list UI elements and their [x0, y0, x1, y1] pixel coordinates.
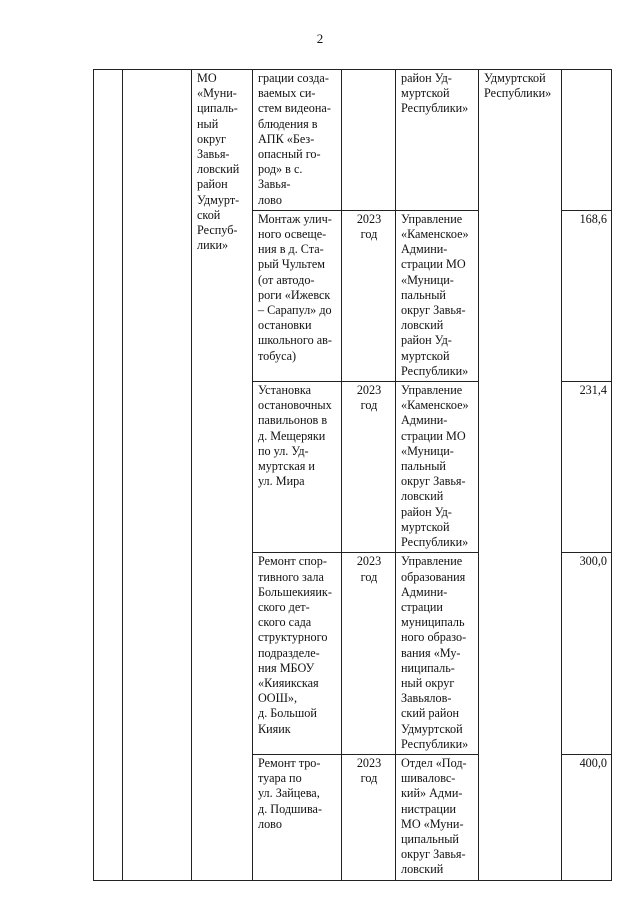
cell-activity: Ремонт тро- туара по ул. Зайцева, д. Подшива- лово — [253, 754, 342, 880]
cell-amount: 168,6 — [562, 210, 612, 381]
cell-goal — [123, 70, 192, 881]
program-table — [93, 69, 612, 881]
cell-year: 2023 год — [342, 382, 396, 553]
cell-activity: Монтаж улич- ного освеще- ния в д. Ста- рый Чультем (от автодо- роги «Ижевск – Сарапул» до остановки школьного ав- тобуса) — [253, 210, 342, 381]
cell-year: 2023 год — [342, 210, 396, 381]
cell-amount: 231,4 — [562, 382, 612, 553]
cell-executor: Отдел «Под- шиваловс- кий» Адми- нистрации МО «Муни- ципальный округ Завья- ловский — [396, 754, 479, 880]
cell-executor: Управление образования Админи- страции муниципаль ного образо- вания «Му- ниципаль- ный округ Завьялов- ский район Удмуртской Республики» — [396, 553, 479, 755]
cell-amount: 300,0 — [562, 553, 612, 755]
cell-activity: Установка остановочных павильонов в д. Мещеряки по ул. Уд- муртская и ул. Мира — [253, 382, 342, 553]
cell-executor: район Уд- муртской Республики» — [396, 70, 479, 211]
cell-co-executor: Удмуртской Республики» — [479, 70, 562, 881]
cell-activity: грации созда- ваемых си- стем видеона- блюдения в АПК «Без- опасный го- род» в с. Завья- лово — [253, 70, 342, 211]
cell-responsible-org: МО «Муни- ципаль- ный округ Завья- ловский район Удмурт- ской Респуб- лики» — [192, 70, 253, 881]
cell-index — [94, 70, 123, 881]
cell-executor: Управление «Каменское» Админи- страции МО «Муници- пальный округ Завья- ловский район Уд- муртской Республики» — [396, 210, 479, 381]
cell-activity: Ремонт спор- тивного зала Большекияик- ского дет- ского сада структурного подразделе- ния МБОУ «Кияикская ООШ», д. Большой Кияик — [253, 553, 342, 755]
page-number: 2 — [316, 31, 324, 46]
cell-amount: 400,0 — [562, 754, 612, 880]
cell-executor: Управление «Каменское» Админи- страции МО «Муници- пальный округ Завья- ловский район Уд- муртской Республики» — [396, 382, 479, 553]
table-row — [94, 70, 612, 211]
cell-year: 2023 год — [342, 754, 396, 880]
cell-year: 2023 год — [342, 553, 396, 755]
cell-amount — [562, 70, 612, 211]
cell-year — [342, 70, 396, 211]
